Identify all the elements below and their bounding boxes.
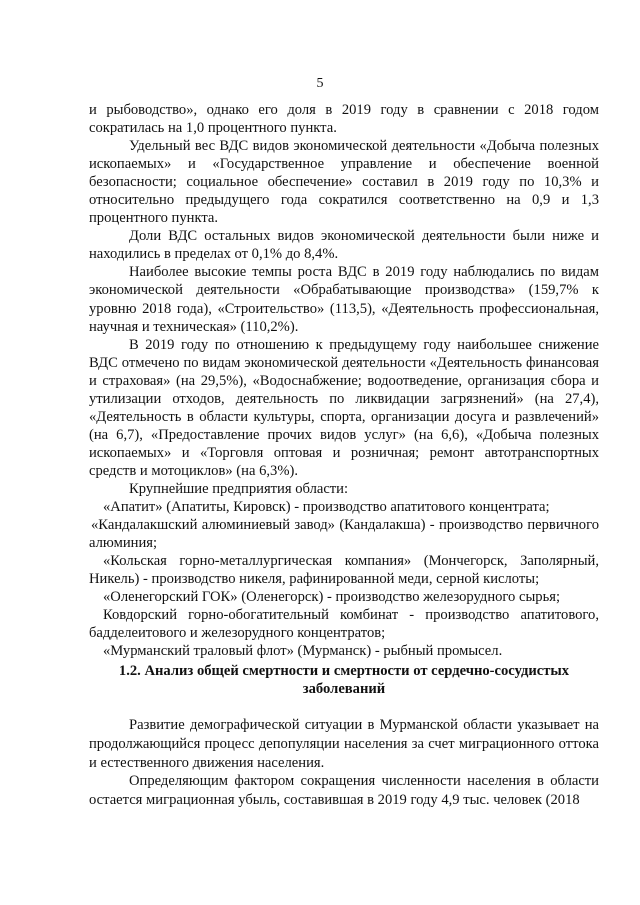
section-body [89,716,599,810]
document-body [89,101,599,660]
paragraph: Доли ВДС остальных видов экономической деятельности были ниже и находились в пределах от 0,1% до 8,4%. [89,228,599,263]
paragraph: Удельный вес ВДС видов экономической деятельности «Добыча полезных ископаемых» и «Государственное управление и обеспечение военной безопасности; социальное обеспечение» составил в 2019 году по 10,3% и относительно предыдущего года сократился соответственно на 0,9 и 1,3 процентного пункта. [89,138,599,227]
enterprise-list-item: «Кольская горно-металлургическая компания» (Мончегорск, Заполярный, Никель) - производство никеля, рафинированной меди, серной кислоты; [89,553,599,588]
paragraph-continuation: и рыбоводство», однако его доля в 2019 году в сравнении с 2018 годом сократилась на 1,0 процентного пункта. [89,102,599,137]
enterprise-list-item: «Оленегорский ГОК» (Оленегорск) - производство железорудного сырья; [103,589,561,606]
paragraph-list-intro: Крупнейшие предприятия области: [129,480,349,497]
enterprise-list-item: «Апатит» (Апатиты, Кировск) - производство апатитового концентрата; [103,499,550,516]
enterprise-list-item: «Кандалакшский алюминиевый завод» (Кандалакша) - производство первичного алюминия; [89,517,599,552]
paragraph: Наиболее высокие темпы роста ВДС в 2019 году наблюдались по видам экономической деятельности «Обрабатывающие производства» (159,7% к уровню 2018 года), «Строительство» (113,5), «Деятельность профессиональная, научная и техническая» (110,2%). [89,264,599,335]
enterprise-list-item: «Мурманский траловый флот» (Мурманск) - рыбный промысел. [103,643,503,660]
page-number: 5 [316,76,324,91]
paragraph: В 2019 году по отношению к предыдущему году наибольшее снижение ВДС отмечено по видам экономической деятельности «Деятельность финансовая и страховая» (на 29,5%), «Водоснабжение; водоотведение, организация сбора и утилизации отходов, деятельность по ликвидации загрязнений» (на 27,4), «Деятельность в области культуры, спорта, организации досуга и развлечений» (на 6,7), «Предоставление прочих видов услуг» (на 6,6), «Добыча полезных ископаемых» и «Торговля оптовая и розничная; ремонт автотранспортных средств и мотоциклов» (на 6,3%). [89,336,599,479]
paragraph: Определяющим фактором сокращения численности населения в области остается миграционная убыль, составившая в 2019 году 4,9 тыс. человек (2018 [89,773,599,809]
paragraph: Развитие демографической ситуации в Мурманской области указывает на продолжающийся процесс депопуляции населения за счет миграционного оттока и естественного движения населения. [89,717,599,771]
enterprise-list-item: Ковдорский горно-обогатительный комбинат - производство апатитового, бадделеитового и железорудного концентратов; [89,607,599,642]
section-heading: 1.2. Анализ общей смертности и смертности от сердечно-сосудистых заболеваний [118,663,570,697]
